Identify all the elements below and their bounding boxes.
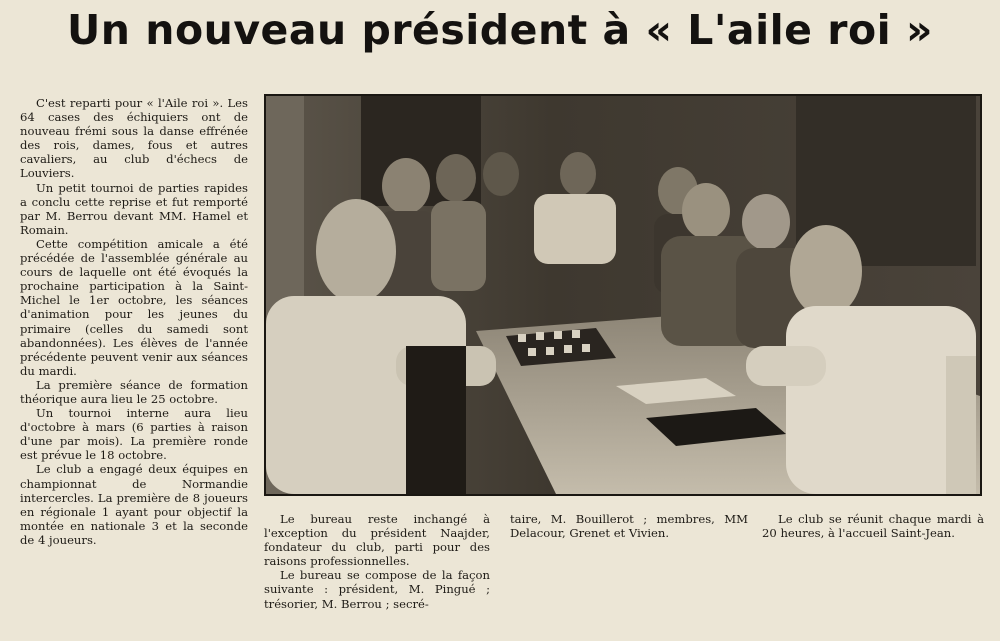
article-column-4 — [762, 512, 984, 540]
article-column-3 — [510, 512, 748, 540]
article-column-1 — [20, 96, 248, 547]
paragraph: Le club a engagé deux équipes en championnat de Normandie intercercles. La première de 8 joueurs en régionale 1 ayant pour objectif la montée en nationale 3 et la seconde de 4 joueurs. — [20, 462, 248, 547]
paragraph: Un petit tournoi de parties rapides a conclu cette reprise et fut remporté par M. Berrou devant MM. Hamel et Romain. — [20, 180, 248, 237]
paragraph: Un tournoi interne aura lieu d'octobre à mars (6 parties à raison d'une par mois). La première ronde est prévue le 18 octobre. — [20, 406, 248, 463]
paragraph: Le bureau se compose de la façon suivante : président, M. Pingué ; trésorier, M. Berrou ; secré- — [264, 568, 490, 611]
paragraph: taire, M. Bouillerot ; membres, MM Delacour, Grenet et Vivien. — [510, 512, 748, 541]
chess-club-photo — [264, 94, 982, 496]
paragraph: Le club se réunit chaque mardi à 20 heures, à l'accueil Saint-Jean. — [762, 512, 984, 541]
paragraph: La première séance de formation théorique aura lieu le 25 octobre. — [20, 377, 248, 406]
photo-illustration — [266, 96, 980, 494]
paragraph: Le bureau reste inchangé à l'exception du président Naajder, fondateur du club, parti pour des raisons professionnelles. — [264, 512, 490, 569]
paragraph: C'est reparti pour « l'Aile roi ». Les 64 cases des échiquiers ont de nouveau frémi sous la danse effrénée des rois, dames, fous et autres cavaliers, au club d'échecs de Louviers. — [20, 96, 248, 181]
article-headline: Un nouveau président à « L'aile roi » — [67, 6, 933, 54]
article-column-2 — [264, 512, 490, 611]
paragraph: Cette compétition amicale a été précédée de l'assemblée générale au cours de laquelle ont été évoqués la prochaine participation à la Saint-Michel le 1er octobre, les séances d'animation pour les jeunes du primaire (celles du samedi sont abandonnées). Les élèves de l'année précédente peuvent venir aux séances du mardi. — [20, 236, 248, 378]
